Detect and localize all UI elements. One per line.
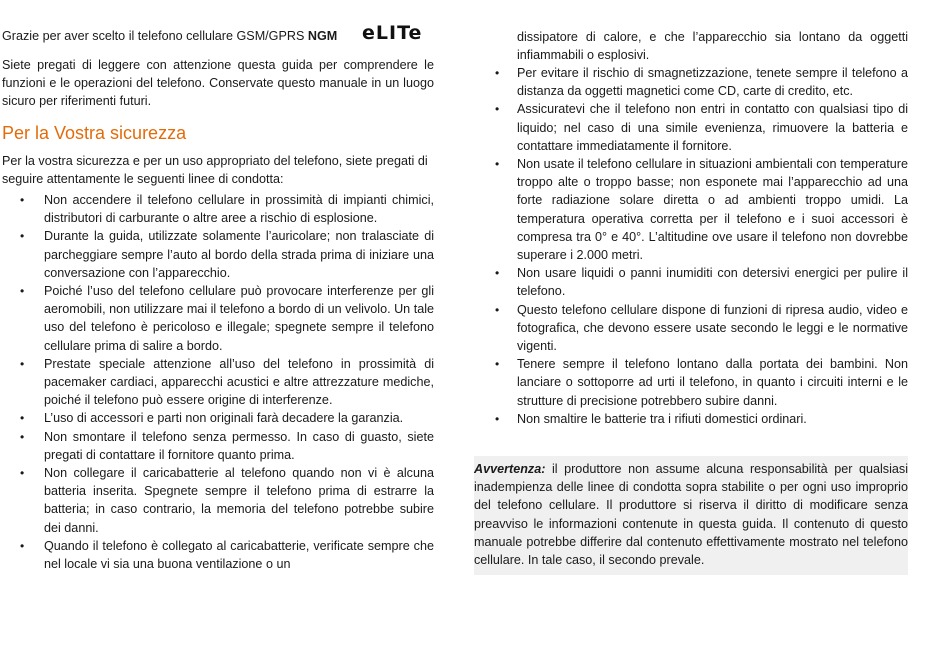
intro-line-text: Grazie per aver scelto il telefono cellulare GSM/GPRS <box>2 29 308 43</box>
list-item <box>474 64 908 100</box>
warning-box <box>474 456 908 575</box>
bullet-icon: • <box>20 284 25 299</box>
list-item <box>2 191 434 227</box>
list-item-text: Non usare liquidi o panni inumiditi con detersivi energici per pulire il telefono. <box>517 266 908 299</box>
list-item <box>2 282 434 355</box>
list-item-text: Poiché l’uso del telefono cellulare può provocare interferenze per gli aeromobili, non utilizzare mai il telefono a bordo di un velivolo. Un tale uso del telefono è pericoloso e illegale; spegnete sempre il telefono cellulare prima di salire a bordo. <box>44 284 434 353</box>
bullet-icon: • <box>20 356 25 371</box>
elite-logo: eLITe <box>362 22 423 44</box>
section-heading: Per la Vostra sicurezza <box>2 123 187 143</box>
bullet-icon: • <box>20 411 25 426</box>
list-item-text: Non collegare il caricabatterie al telefono quando non vi è alcuna batteria inserita. Spegnete sempre il telefono prima di estrarre la batteria; in caso contrario, la memoria del telefono potrebbe subire dei danni. <box>44 466 434 535</box>
list-item <box>2 355 434 410</box>
continuation-text: dissipatore di calore, e che l’apparecchio sia lontano da oggetti infiammabili o esplosivi. <box>517 30 908 63</box>
bullet-icon: • <box>495 411 500 426</box>
list-item-text: Tenere sempre il telefono lontano dalla portata dei bambini. Non lanciare o sottoporre ad urti il telefono, in quanto i circuiti interni e le strutture di precisione potrebbero subire danni. <box>517 357 908 408</box>
list-item-text: Non smaltire le batterie tra i rifiuti domestici ordinari. <box>517 411 807 426</box>
list-item <box>2 409 434 427</box>
list-item <box>474 355 908 410</box>
bullet-icon: • <box>20 229 25 244</box>
bullet-icon: • <box>495 357 500 372</box>
list-item <box>2 537 434 573</box>
warning-text: il produttore non assume alcuna responsabilità per qualsiasi inadempienza delle linee di condotta sopra stabilite o per ogni uso improprio del telefono cellulare. Il produttore si riserva il diritto di modificare senza preavviso le informazioni contenute in questa guida. Il contenuto di questo manuale potrebbe differire dal contenuto effettivamente mostrato nel telefono cellulare. In tale caso, il secondo prevale. <box>474 462 908 568</box>
list-item-text: Assicuratevi che il telefono non entri in contatto con qualsiasi tipo di liquido; nel caso di una simile evenienza, rimuovere la batteria e contattare immediatamente il fornitore. <box>517 102 908 153</box>
list-item-text: Quando il telefono è collegato al caricabatterie, verificate sempre che nel locale vi sia una buona ventilazione o un <box>44 538 434 572</box>
list-item <box>2 428 434 464</box>
bullet-icon: • <box>495 157 500 172</box>
list-item-text: Per evitare il rischio di smagnetizzazione, tenete sempre il telefono a distanza da oggetti magnetici come CD, carte di credito, etc. <box>517 66 908 99</box>
list-item-text: Questo telefono cellulare dispone di funzioni di ripresa audio, video e fotografica, che devono essere usate secondo le leggi e le normative vigenti. <box>517 302 908 354</box>
safety-list-left <box>2 191 434 573</box>
list-item <box>474 100 908 155</box>
list-item-text: Durante la guida, utilizzate solamente l’auricolare; non tralasciate di parcheggiare sempre l’auto al bordo della strada prima di iniziare una conversazione con l’apparecchio. <box>44 229 434 280</box>
list-item-text: Non accendere il telefono cellulare in prossimità di impianti chimici, distributori di carburante o altre aree a rischio di esplosione. <box>44 193 434 226</box>
bullet-icon: • <box>20 429 25 444</box>
intro-paragraph: Siete pregati di leggere con attenzione questa guida per comprendere le funzioni e le operazioni del telefono. Conservate questo manuale in un luogo sicuro per riferimenti futuri. <box>2 58 434 109</box>
bullet-icon: • <box>495 266 500 281</box>
list-item-text: Non usate il telefono cellulare in situazioni ambientali con temperature troppo alte o troppo basse; non esponete mai l’apparecchio ad una forte radiazione solare diretta o ad ambienti troppo umidi. La temperatura operativa corretta per il telefono e i suoi accessori è compresa tra 0° e 40°. L’altitudine ove usare il telefono non dovrebbe superare i 2.000 metri. <box>517 157 908 263</box>
intro-brand: NGM <box>307 29 338 43</box>
bullet-icon: • <box>20 538 25 553</box>
lead-paragraph: Per la vostra sicurezza e per un uso appropriato del telefono, siete pregati di seguire attentamente le seguenti linee di condotta: <box>2 154 428 187</box>
bullet-icon: • <box>20 193 25 207</box>
list-item-text: Prestate speciale attenzione all’uso del telefono in prossimità di pacemaker cardiaci, apparecchi acustici e altre attrezzature mediche, poiché il telefono può essere origine di interferenze. <box>44 356 434 408</box>
bullet-icon: • <box>495 66 500 80</box>
list-item <box>474 301 908 356</box>
bullet-icon: • <box>20 466 25 481</box>
list-item <box>2 464 434 537</box>
list-item-text: Non smontare il telefono senza permesso. In caso di guasto, siete pregati di contattare il fornitore quanto prima. <box>44 429 434 462</box>
list-item <box>474 155 908 264</box>
warning-label: Avvertenza: <box>474 462 546 476</box>
list-item <box>474 264 908 300</box>
list-item-text: L’uso di accessori e parti non originali farà decadere la garanzia. <box>44 411 404 426</box>
safety-list-right <box>474 64 908 428</box>
bullet-icon: • <box>495 302 500 317</box>
list-item <box>2 227 434 282</box>
bullet-icon: • <box>495 102 500 117</box>
list-item <box>474 410 908 428</box>
